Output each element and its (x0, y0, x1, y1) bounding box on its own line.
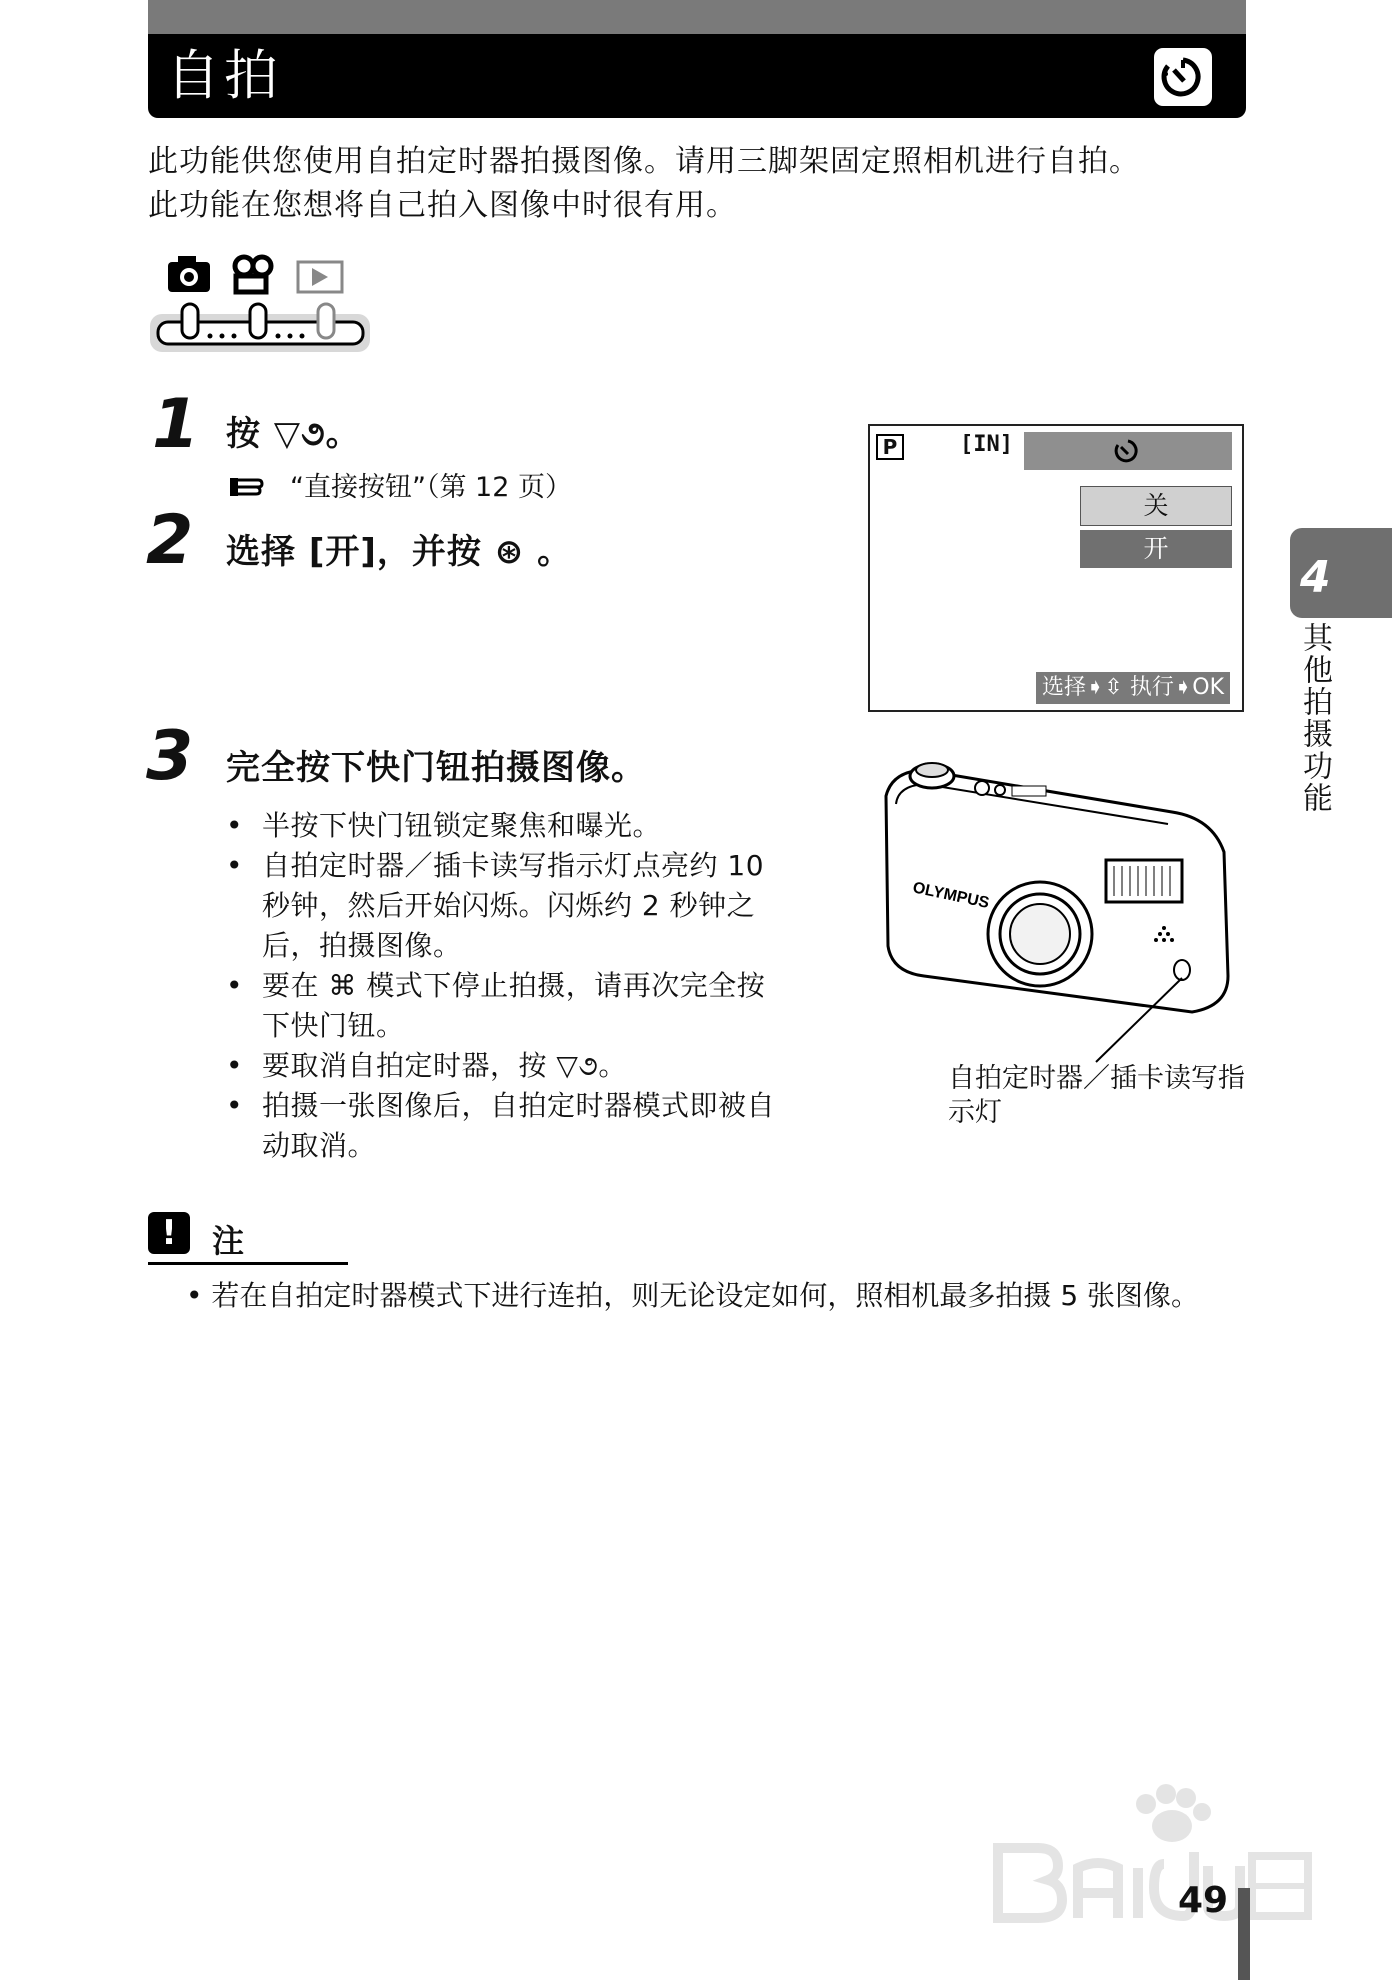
reference-hand-icon (228, 472, 264, 502)
lcd-option-on[interactable]: 开 (1080, 530, 1232, 568)
lcd-option-off[interactable]: 关 (1080, 486, 1232, 526)
intro-line-2: 此功能在您想将自己拍入图像中时很有用。 (148, 188, 737, 223)
page-edge-bar (1238, 1888, 1250, 1980)
note-divider (148, 1262, 348, 1265)
intro-line-1: 此功能供您使用自拍定时器拍摄图像。请用三脚架固定照相机进行自拍。 (148, 144, 1140, 179)
bullet-item: • 拍摄一张图像后，自拍定时器模式即被自动取消。 (226, 1086, 786, 1166)
chapter-number: 4 (1300, 552, 1331, 603)
step-1-number: 1 (152, 385, 200, 464)
step-3-text: 完全按下快门钮拍摄图像。 (226, 748, 646, 788)
lcd-screen (868, 424, 1244, 712)
step-2-text: 选择 [开]，并按 ⊛ 。 (226, 532, 573, 572)
camera-illustration (872, 756, 1242, 1066)
camera-caption: 自拍定时器／插卡读写指示灯 (948, 1063, 1245, 1128)
step-2-number: 2 (146, 501, 194, 580)
chapter-title: 其他拍摄功能 (1297, 622, 1332, 814)
lcd-menu-header (1024, 432, 1232, 470)
note-text (186, 1276, 1199, 1316)
mode-dial-diagram (148, 252, 373, 356)
lcd-self-timer-icon (1024, 432, 1232, 470)
page-title: 自拍 (166, 44, 282, 107)
bullet-item: • 半按下快门钮锁定聚焦和曝光。 (226, 806, 786, 846)
bullet-item: • 要在 ⌘ 模式下停止拍摄，请再次完全按下快门钮。 (226, 966, 786, 1046)
step-1-reference: “直接按钮”（第 12 页） (290, 472, 572, 503)
step-1-text: 按 ▽૭。 (226, 414, 361, 454)
step-3-bullets (226, 806, 786, 1166)
camera-brand-label: OLYMPUS (911, 879, 991, 913)
bullet-item: • 要取消自拍定时器，按 ▽૭。 (226, 1046, 786, 1086)
step-3-number: 3 (146, 717, 194, 796)
lcd-memory-indicator: [IN] (960, 432, 1013, 457)
self-timer-icon (1154, 48, 1212, 106)
warning-icon: ! (148, 1212, 190, 1254)
page-number: 49 (1178, 1880, 1229, 1921)
lcd-guide: 选择➧⇳ 执行➧OK (1036, 672, 1230, 704)
lcd-mode-indicator: P (876, 434, 904, 460)
note-title: 注 (212, 1222, 245, 1260)
title-bar (148, 34, 1246, 118)
note-text-content: 若在自拍定时器模式下进行连拍，则无论设定如何，照相机最多拍摄 5 张图像。 (211, 1279, 1200, 1312)
bullet-item: • 自拍定时器／插卡读写指示灯点亮约 10 秒钟，然后开始闪烁。闪烁约 2 秒钟之后，拍摄图像。 (226, 846, 786, 966)
bullet-dot: • (186, 1279, 212, 1312)
baidu-watermark-logo (988, 1768, 1318, 1938)
title-bar-top (148, 0, 1246, 34)
